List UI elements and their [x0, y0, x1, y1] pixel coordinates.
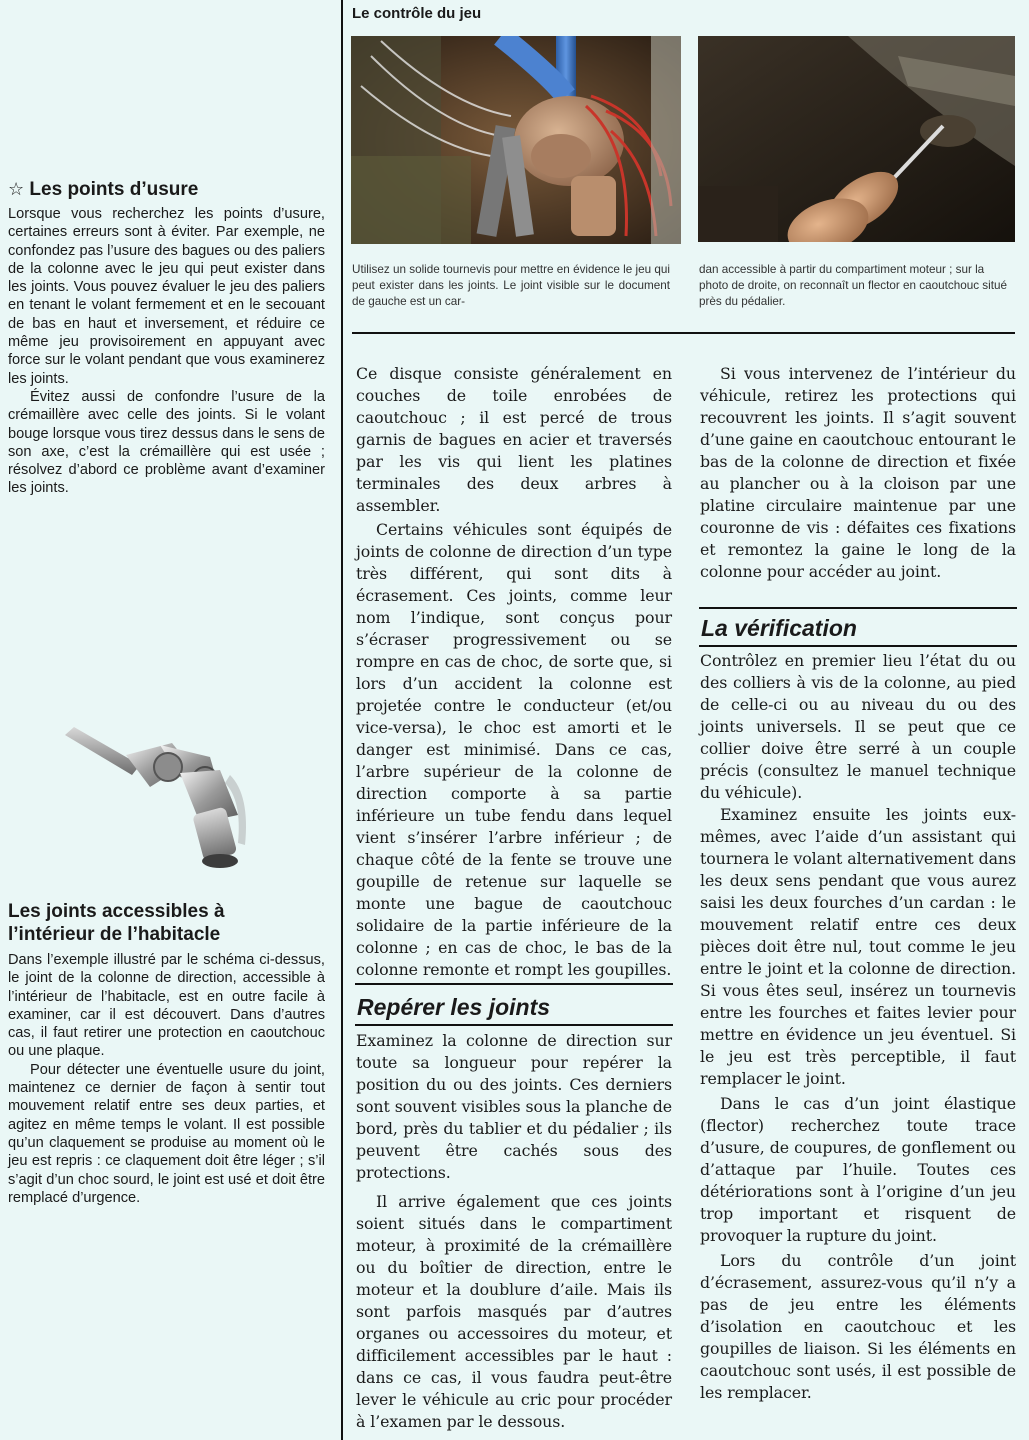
universal-joint-illustration	[60, 715, 260, 880]
col2-section-paragraph: Dans le cas d’un joint élastique (flector) recherchez toute trace d’usure, de coupures, de gonflement ou d’attaque par l’huile. Toutes ces détériorations sont à l’origine d’un jeu trop important et risquent de provoquer la rupture du joint.	[700, 1094, 1016, 1245]
col2-section-paragraph: Contrôlez en premier lieu l’état du ou des colliers à vis de la colonne, au pied de celle-ci ou au niveau du ou des joints universels. Il se peut que ce collier doive être serré à un couple précis (consultez le manuel technique du véhicule).	[700, 651, 1016, 802]
main-column-1	[356, 363, 672, 981]
gallery-caption-right: dan accessible à partir du compartiment moteur ; sur la photo de droite, on reconnaît un flector en caoutchouc situé près du pédalier.	[699, 263, 1007, 308]
main-column-2-section	[700, 650, 1016, 1404]
joints-habitacle-paragraph: Dans l’exemple illustré par le schéma ci-dessus, le joint de la colonne de direction, accessible à l’intérieur de l’habitacle, est en outre facile à examiner, car il est découvert. Dans d’autres cas, il faut retirer une protection en caoutchouc ou une plaque.	[8, 952, 325, 1060]
col1-paragraph: Certains véhicules sont équipés de joints de colonne de direction d’un type très différent, qui sont dits à écrasement. Ces joints, comme leur nom l’indique, sont conçus pour s’écraser progressivement ou se rompre en cas de choc, de sorte que, si lors d’un accident la colonne est projetée contre le conducteur (et/ou vice-versa), le choc est amorti et le danger est minimisé. Dans ce cas, l’arbre supérieur de la colonne de direction comporte à sa partie inférieure un tube fendu dans lequel vient s’insérer l’arbre inférieur ; de chaque côté de la fente se trouve une goupille de retenue sur laquelle se monte une bague de caoutchouc solidaire de la partie inférieure de la colonne ; en cas de choc, le bas de la colonne remonte et rompt les goupilles.	[356, 520, 672, 979]
sidebar-joints-habitacle	[8, 900, 325, 1207]
gallery-title: Le contrôle du jeu	[352, 5, 482, 22]
col2-paragraph: Si vous intervenez de l’intérieur du véhicule, retirez les protections qui recouvrent les joints. Il s’agit souvent d’une gaine en caoutchouc entourant le bas de la colonne de direction et fixée au plancher ou à la cloison par une platine circulaire maintenue par une couronne de vis : défaites ces fixations et remontez la gaine le long de la colonne pour accéder au joint.	[700, 364, 1016, 581]
points-usure-heading	[8, 178, 325, 201]
section-title-verification: La vérification	[701, 615, 857, 641]
points-usure-paragraph: Lorsque vous recherchez les points d’usure, certaines erreurs sont à éviter. Par exemple, ne confondez pas l’usure des bagues ou des paliers de la colonne avec le jeu qui peut exister dans les joints. Vous pouvez évaluer le jeu des paliers en tenant le volant fermement et en le secouant de bas en haut et inversement, et réduire ce même jeu provisoirement en appuyant avec force sur le volant pendant que vous examinerez les joints.	[8, 206, 325, 387]
star-icon: ☆	[8, 179, 25, 200]
section-rule-verification	[699, 607, 1017, 609]
column-divider	[341, 0, 343, 1440]
joints-habitacle-paragraph: Pour détecter une éventuelle usure du joint, maintenez ce dernier de façon à sentir tout mouvement relatif entre ses deux parties, et agitez en même temps le volant. Il est possible qu’un claquement se produise au moment où le jeu est repris : ce claquement doit être léger ; s’il s’agit d’un choc sourd, le joint est usé et doit être remplacé d’urgence.	[8, 1061, 325, 1206]
section-rule-reperer	[355, 983, 673, 985]
gallery-caption-left: Utilisez un solide tournevis pour mettre en évidence le jeu qui peut exister dans les joints. Le joint visible sur le document de gauche est un car-	[352, 263, 670, 308]
section-rule-reperer-bottom	[355, 1024, 673, 1026]
gallery-rule	[352, 332, 1015, 334]
section-rule-verification-bottom	[699, 645, 1017, 647]
photo-engine-compartment	[351, 36, 681, 244]
main-column-1-section	[356, 1030, 672, 1433]
points-usure-paragraph: Évitez aussi de confondre l’usure de la crémaillère avec celle des joints. Si le volant bouge lorsque vous tirez dessus dans le sens de son axe, c’est la crémaillère qui est usée ; résolvez d’abord ce problème avant d’examiner les joints.	[8, 388, 325, 497]
section-title-reperer: Repérer les joints	[357, 994, 551, 1020]
sidebar-points-usure	[8, 178, 325, 498]
col2-section-paragraph: Examinez ensuite les joints eux-mêmes, avec l’aide d’un assistant qui tournera le volant alternativement dans les deux sens pendant que vous aurez saisi les deux fourches d’un cardan : le mouvement relatif entre ces deux pièces doit être nul, tout comme le jeu entre le joint et la colonne de direction. Si vous êtes seul, insérez un tournevis entre les fourches et faites levier pour mettre en évidence un jeu éventuel. Si le jeu est très perceptible, il faut remplacer le joint.	[700, 805, 1016, 1088]
col1-section-paragraph: Il arrive également que ces joints soient situés dans le compartiment moteur, à proximité de la crémaillère ou du boîtier de direction, entre le moteur et la doublure d’aile. Mais ils sont parfois masqués par d’autres organes ou accessoires du moteur, et difficilement accessibles par le haut : dans ce cas, il vous faudra peut-être lever le véhicule au cric pour procéder à l’examen par le dessous.	[356, 1192, 672, 1431]
main-column-2	[700, 363, 1016, 583]
points-usure-title: Les points d’usure	[29, 179, 199, 200]
col1-paragraph: Ce disque consiste généralement en couches de toile enrobées de caoutchouc ; il est percé de trous garnis de bagues en acier et traversés par les vis qui lient les platines terminales des deux arbres à assembler.	[356, 364, 672, 515]
photo-screwdriver-check	[698, 36, 1015, 242]
joints-habitacle-heading: Les joints accessibles à l’intérieur de l’habitacle	[8, 901, 225, 945]
col1-section-paragraph: Examinez la colonne de direction sur toute sa longueur pour repérer la position du ou des joints. Ces derniers sont souvent visibles sous la planche de bord, près du tablier et du pédalier ; ils peuvent être cachés sous des protections.	[356, 1031, 672, 1182]
col2-section-paragraph: Lors du contrôle d’un joint d’écrasement, assurez-vous qu’il n’y a pas de jeu entre les éléments d’isolation en caoutchouc et les goupilles de liaison. Si les éléments en caoutchouc sont usés, il est possible de les remplacer.	[700, 1251, 1016, 1402]
